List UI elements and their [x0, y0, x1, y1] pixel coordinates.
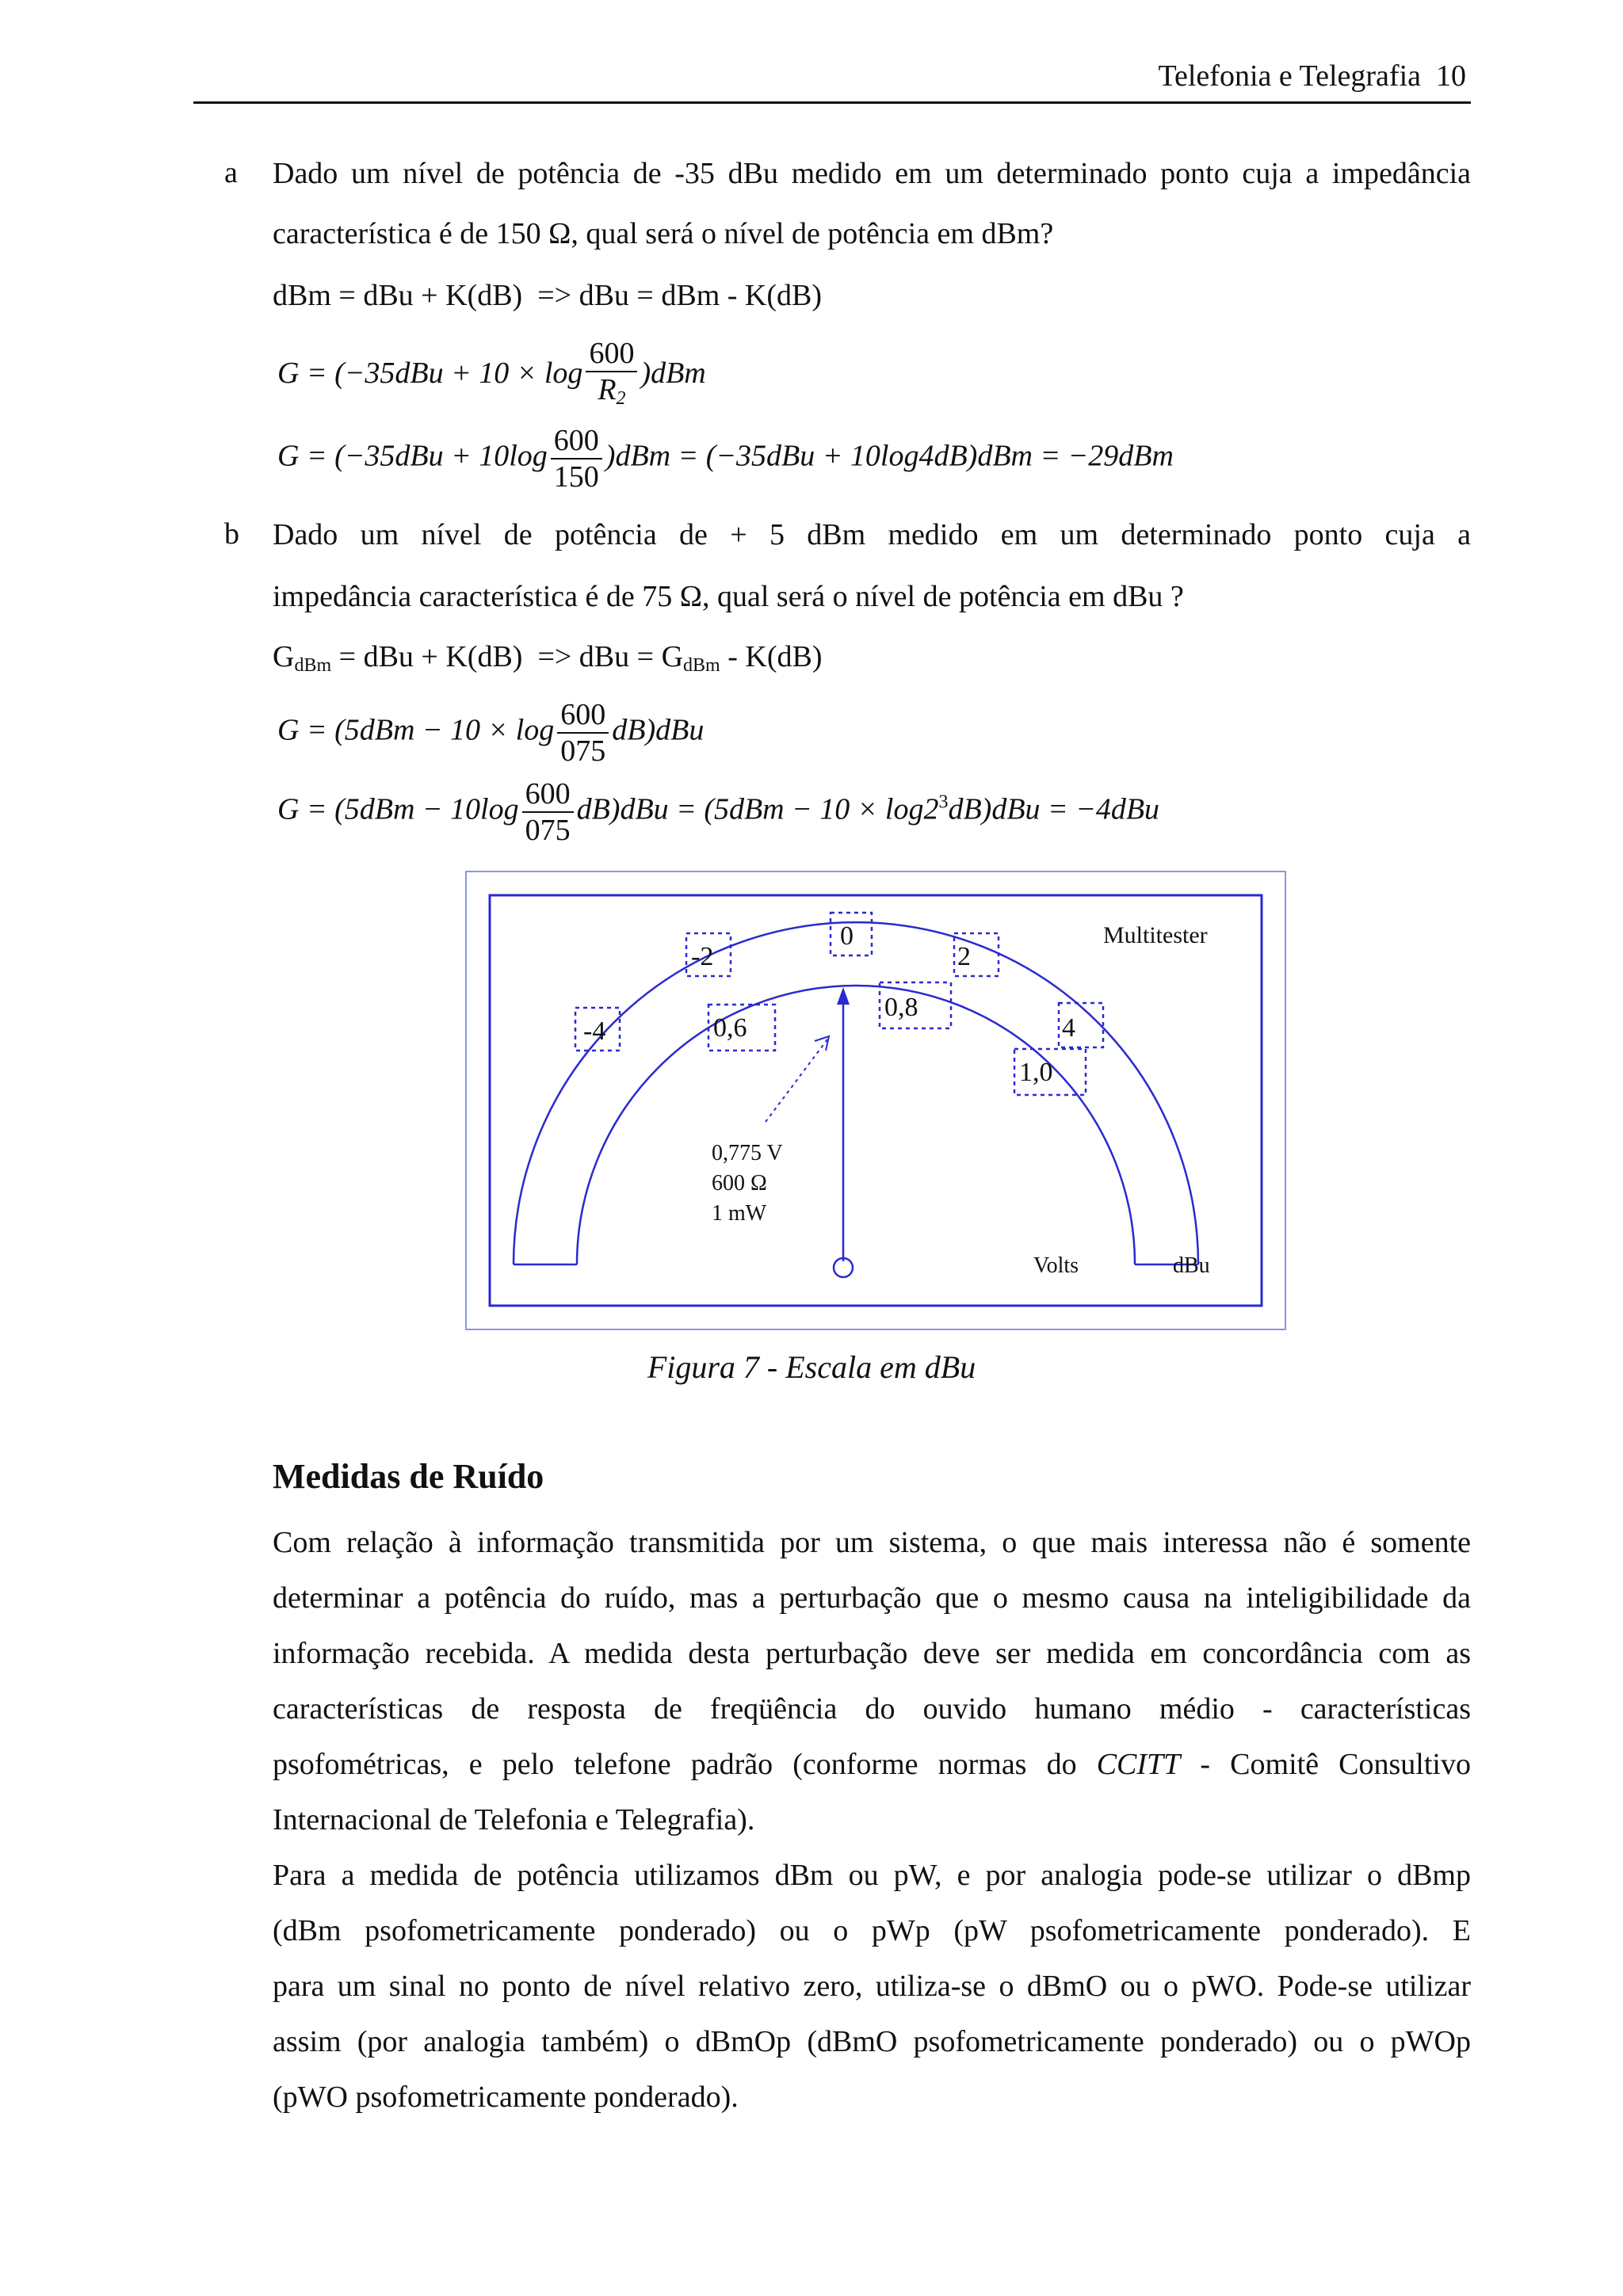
volt-mark-0-8-label: 0,8	[884, 993, 918, 1022]
reference-impedance: 600 Ω	[712, 1171, 767, 1196]
item-a-question-line1: Dado um nível de potência de -35 dBu medido em um determinado ponto cuja a impedância	[273, 157, 1471, 190]
item-a-f2-lhs: G = (−35dBu + 10log	[277, 439, 548, 473]
volt-mark-0-8	[880, 982, 951, 1028]
ccitt-abbrev: CCITT	[1096, 1748, 1181, 1781]
item-a-formula-1	[277, 336, 706, 416]
item-b-f2-fraction	[522, 776, 574, 848]
item-a-f2-den: 150	[553, 460, 599, 494]
item-b-formula-1	[277, 697, 704, 769]
dbu-mark-minus2	[686, 933, 731, 976]
dbu-mark-minus2-label: -2	[691, 942, 714, 971]
p2-line-1: Para a medida de potência utilizamos dBm ou pW, e por analogia pode-se utilizar o dBmp	[273, 1859, 1471, 1892]
item-b-f2-sup: 3	[938, 791, 949, 813]
item-b-rel-end: - K(dB)	[720, 640, 823, 673]
p1-line-5	[273, 1746, 1471, 1783]
scale-inner-arc	[577, 986, 1135, 1264]
item-b-f1-fraction	[557, 697, 609, 769]
item-b-f2-rhs: dB)dBu = −4dBu	[948, 792, 1160, 826]
header-rule	[193, 101, 1471, 104]
running-title: Telefonia e Telegrafia	[1158, 59, 1421, 93]
item-a-question-line2: característica é de 150 Ω, qual será o nível de potência em dBm?	[273, 217, 1054, 250]
dbu-mark-2-label: 2	[957, 942, 971, 971]
item-b-f2-num: 600	[522, 776, 574, 813]
section-title: Medidas de Ruído	[273, 1457, 544, 1496]
dbu-mark-minus4	[575, 1008, 620, 1051]
p2-line-4: assim (por analogia também) o dBmOp (dBmO psofometricamente ponderado) ou o pWOp	[273, 2025, 1471, 2058]
running-header	[1070, 59, 1466, 93]
dbu-mark-0	[831, 913, 872, 955]
item-b-f1-den: 075	[560, 734, 606, 768]
p1-line-6: Internacional de Telefonia e Telegrafia).	[273, 1803, 755, 1836]
item-b-question-line1: Dado um nível de potência de + 5 dBm medido em um determinado ponto cuja a	[273, 518, 1471, 551]
dbu-mark-minus4-label: -4	[583, 1016, 606, 1046]
reference-power: 1 mW	[712, 1201, 767, 1226]
item-b-f1-num: 600	[557, 697, 609, 734]
reference-pointer	[766, 1039, 827, 1122]
item-a-formula-2	[277, 423, 1174, 494]
item-b-question-line2: impedância característica é de 75 Ω, qual será o nível de potência em dBu ?	[273, 580, 1184, 613]
item-b-f1-rhs: dB)dBu	[612, 713, 705, 747]
p1-line-5-a: psofométricas, e pelo telefone padrão (conforme normas do	[273, 1748, 1097, 1781]
volt-mark-1-0-label: 1,0	[1019, 1058, 1053, 1087]
item-b-f2-mid: dB)dBu = (5dBm − 10 × log2	[576, 792, 939, 826]
volt-mark-0-6	[708, 1005, 775, 1051]
item-a-f1-lhs: G = (−35dBu + 10 × log	[277, 357, 583, 391]
scale-label-volts: Volts	[1033, 1253, 1079, 1278]
item-b-rel-sub: dBm	[294, 655, 332, 676]
item-a-f2-rhs: )dBm = (−35dBu + 10log4dB)dBm = −29dBm	[605, 439, 1174, 473]
volt-mark-0-6-label: 0,6	[713, 1013, 747, 1043]
multitester-title: Multitester	[1103, 922, 1208, 948]
item-b-f2-den: 075	[525, 814, 571, 847]
item-b-formula-2	[277, 776, 1159, 848]
scale-outer-arc	[514, 922, 1198, 1264]
p2-line-2: (dBm psofometricamente ponderado) ou o pWp (pW psofometricamente ponderado). E	[273, 1914, 1471, 1947]
item-a-f1-den: R	[598, 373, 617, 406]
item-a-label: a	[224, 156, 238, 189]
item-b-rel-g: G	[273, 640, 295, 673]
reference-pointer-head	[815, 1036, 829, 1051]
p1-line-3: informação recebida. A medida desta perturbação deve ser medida em concordância com as	[273, 1637, 1471, 1670]
needle-arrowhead	[837, 987, 850, 1005]
item-a-relation: dBm = dBu + K(dB) => dBu = dBm - K(dB)	[273, 279, 822, 312]
page-number: 10	[1436, 59, 1466, 93]
instrument-face	[490, 895, 1262, 1306]
figure-caption: Figura 7 - Escala em dBu	[647, 1349, 976, 1385]
item-b-relation	[273, 639, 822, 684]
item-b-rel-mid: = dBu + K(dB) => dBu = G	[331, 640, 684, 673]
multitester-figure	[464, 870, 1289, 1333]
item-a-f1-num: 600	[586, 336, 637, 372]
dbu-mark-4-label: 4	[1062, 1013, 1075, 1043]
volt-mark-1-0	[1014, 1049, 1086, 1095]
p2-line-3: para um sinal no ponto de nível relativo zero, utiliza-se o dBmO ou o pWO. Pode-se utilizar	[273, 1970, 1471, 2003]
dbu-mark-0-label: 0	[840, 921, 854, 951]
item-a-f2-fraction	[551, 423, 602, 494]
p2-line-5: (pWO psofometricamente ponderado).	[273, 2081, 739, 2114]
p1-line-1: Com relação à informação transmitida por um sistema, o que mais interessa não é somente	[273, 1526, 1471, 1559]
p1-line-4: características de resposta de freqüência do ouvido humano médio - características	[273, 1692, 1471, 1726]
p1-line-2: determinar a potência do ruído, mas a perturbação que o mesmo causa na inteligibilidade da	[273, 1581, 1471, 1615]
item-b-f1-lhs: G = (5dBm − 10 × log	[277, 713, 555, 747]
scale-label-dbu: dBu	[1173, 1253, 1210, 1278]
reference-voltage: 0,775 V	[712, 1141, 783, 1165]
item-a-f1-fraction	[586, 336, 637, 416]
dbu-mark-4	[1059, 1003, 1103, 1047]
item-b-rel-sub2: dBm	[683, 655, 720, 676]
item-a-f1-den-sub: 2	[616, 388, 626, 409]
item-b-f2-lhs: G = (5dBm − 10log	[277, 792, 519, 826]
p1-line-5-b: - Comitê Consultivo	[1180, 1748, 1471, 1781]
item-a-f1-rhs: )dBm	[640, 357, 706, 391]
item-b-label: b	[224, 517, 239, 551]
item-a-f2-num: 600	[551, 423, 602, 460]
